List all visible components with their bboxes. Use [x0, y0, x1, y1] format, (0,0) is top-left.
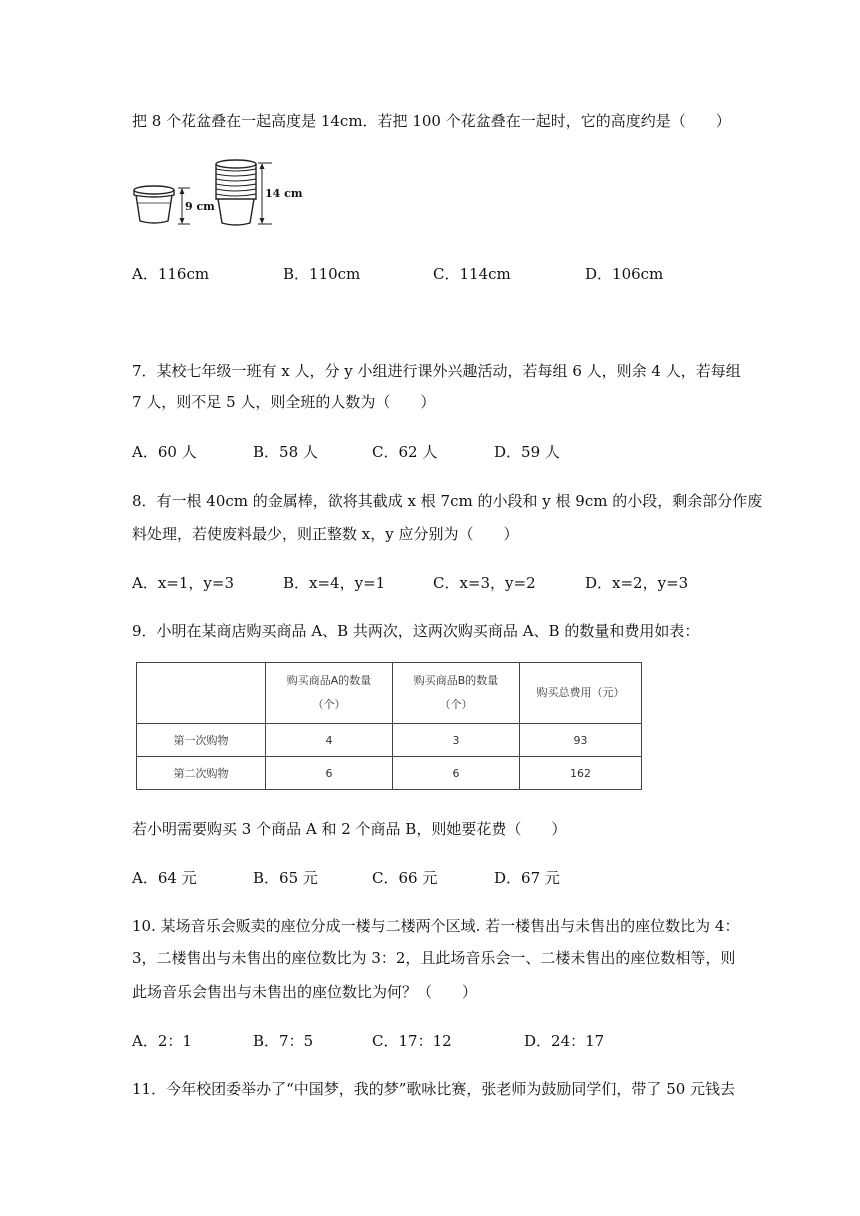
table-header-qty-b-line1: 购买商品B的数量 — [413, 674, 499, 687]
q9-option-b: B．65 元 — [253, 869, 318, 887]
q10-option-b: B．7：5 — [253, 1032, 314, 1050]
q6-option-d: D．106cm — [585, 265, 664, 283]
q7-option-d: D．59 人 — [494, 443, 560, 461]
table-header-qty-a-line2: （个） — [312, 698, 346, 711]
q6-option-c: C．114cm — [433, 265, 511, 283]
q8-option-d: D．x=2，y=3 — [585, 574, 689, 592]
q10-option-a: A．2：1 — [132, 1032, 192, 1050]
q6-option-b: B．110cm — [283, 265, 361, 283]
table-cell: 93 — [520, 724, 642, 757]
table-row — [137, 724, 642, 757]
q10-option-d: D．24：17 — [524, 1032, 605, 1050]
flowerpot-figure — [130, 155, 310, 235]
table-cell: 第二次购物 — [137, 757, 266, 790]
table-header-qty-a-line1: 购买商品A的数量 — [286, 674, 372, 687]
q8-stem-line1: 8．有一根 40cm 的金属棒，欲将其截成 x 根 7cm 的小段和 y 根 9cm 的小段，剩余部分作废 — [132, 492, 763, 510]
q7-stem-line2: 7 人，则不足 5 人，则全班的人数为（ ） — [132, 393, 436, 411]
q9-option-c: C．66 元 — [372, 869, 438, 887]
table-cell: 6 — [393, 757, 520, 790]
q7-stem-line1: 7．某校七年级一班有 x 人，分 y 小组进行课外兴趣活动，若每组 6 人，则余 4 人，若每组 — [132, 362, 741, 380]
single-flowerpot-image — [134, 186, 174, 223]
label-9cm: 9 cm — [185, 200, 215, 213]
q9-option-d: D．67 元 — [494, 869, 560, 887]
q10-stem-line1: 10. 某场音乐会贩卖的座位分成一楼与二楼两个区域. 若一楼售出与未售出的座位数比为 4： — [132, 917, 740, 935]
table-header-empty — [137, 663, 266, 724]
label-14cm: 14 cm — [265, 187, 303, 200]
q7-option-a: A．60 人 — [132, 443, 197, 461]
q8-option-b: B．x=4，y=1 — [283, 574, 386, 592]
q9-option-a: A．64 元 — [132, 869, 197, 887]
table-header-qty-b-line2: （个） — [439, 698, 473, 711]
table-header-total-cost: 购买总费用（元） — [520, 663, 642, 724]
q8-option-a: A．x=1，y=3 — [132, 574, 234, 592]
q9-stem: 9．小明在某商店购买商品 A、B 共两次，这两次购买商品 A、B 的数量和费用如表： — [132, 622, 700, 640]
q7-option-c: C．62 人 — [372, 443, 438, 461]
table-cell: 4 — [266, 724, 393, 757]
q8-stem-line2: 料处理，若使废料最少，则正整数 x，y 应分别为（ ） — [132, 525, 519, 543]
q10-stem-line2: 3，二楼售出与未售出的座位数比为 3：2，且此场音乐会一、二楼未售出的座位数相等，则 — [132, 949, 736, 967]
purchase-table — [136, 662, 642, 790]
q6-stem: 把 8 个花盆叠在一起高度是 14cm．若把 100 个花盆叠在一起时，它的高度约是（ ） — [132, 112, 731, 130]
q9-question: 若小明需要购买 3 个商品 A 和 2 个商品 B，则她要花费（ ） — [132, 820, 567, 838]
q7-option-b: B．58 人 — [253, 443, 318, 461]
q10-option-c: C．17：12 — [372, 1032, 452, 1050]
table-cell: 3 — [393, 724, 520, 757]
table-cell: 162 — [520, 757, 642, 790]
q8-option-c: C．x=3，y=2 — [433, 574, 536, 592]
q10-stem-line3: 此场音乐会售出与未售出的座位数比为何？（ ） — [132, 983, 478, 1001]
table-cell: 6 — [266, 757, 393, 790]
table-row — [137, 757, 642, 790]
q6-option-a: A．116cm — [132, 265, 210, 283]
q11-stem-line1: 11．今年校团委举办了“中国梦，我的梦”歌咏比赛，张老师为鼓励同学们，带了 50 元钱去 — [132, 1080, 736, 1098]
table-cell: 第一次购物 — [137, 724, 266, 757]
table-header-qty-a — [266, 663, 393, 724]
table-header-qty-b — [393, 663, 520, 724]
stacked-flowerpots-image — [216, 160, 256, 225]
